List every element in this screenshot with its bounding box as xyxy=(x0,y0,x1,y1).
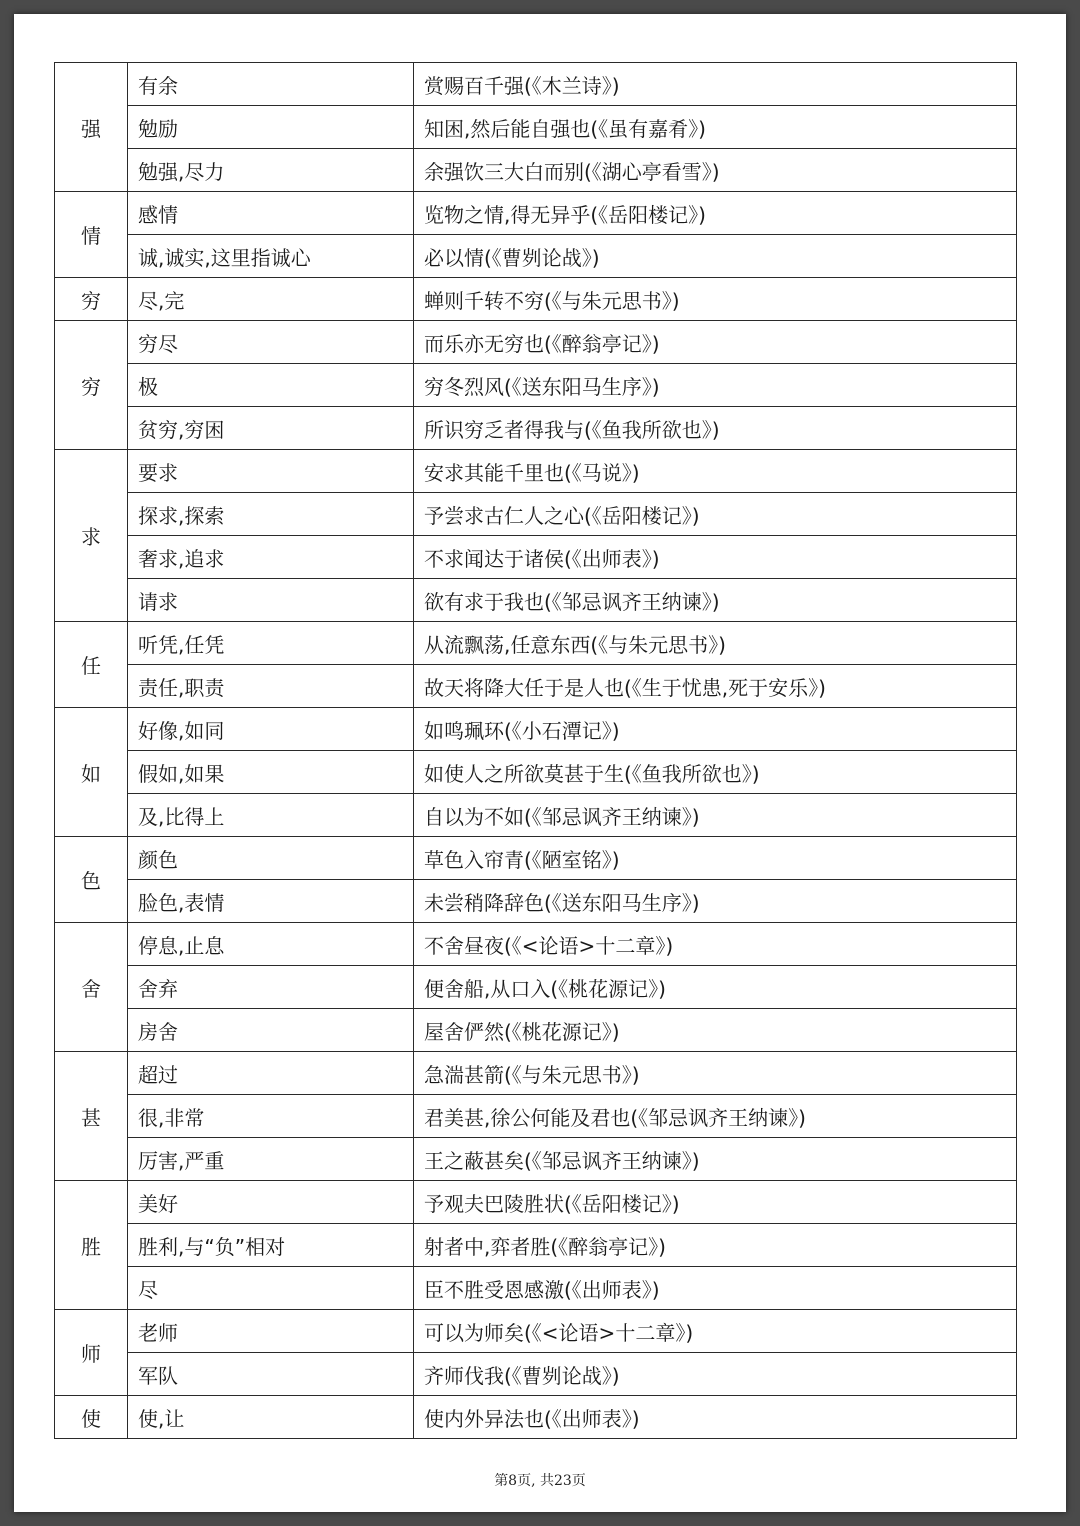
table-row xyxy=(55,708,1017,751)
meaning-cell: 老师 xyxy=(128,1310,414,1353)
table-row xyxy=(55,278,1017,321)
meaning-cell: 极 xyxy=(128,364,414,407)
table-row xyxy=(55,63,1017,106)
meaning-cell: 颜色 xyxy=(128,837,414,880)
meaning-cell: 请求 xyxy=(128,579,414,622)
example-cell: 君美甚,徐公何能及君也(《邹忌讽齐王纳谏》) xyxy=(414,1095,1017,1138)
example-cell: 齐师伐我(《曹刿论战》) xyxy=(414,1353,1017,1396)
document-page xyxy=(14,14,1066,1512)
example-cell: 余强饮三大白而别(《湖心亭看雪》) xyxy=(414,149,1017,192)
table-row xyxy=(55,966,1017,1009)
meaning-cell: 及,比得上 xyxy=(128,794,414,837)
table-row xyxy=(55,235,1017,278)
head-character: 穷 xyxy=(55,321,128,450)
example-cell: 草色入帘青(《陋室铭》) xyxy=(414,837,1017,880)
table-row xyxy=(55,1224,1017,1267)
head-character: 舍 xyxy=(55,923,128,1052)
table-row xyxy=(55,321,1017,364)
example-cell: 欲有求于我也(《邹忌讽齐王纳谏》) xyxy=(414,579,1017,622)
example-cell: 射者中,弈者胜(《醉翁亭记》) xyxy=(414,1224,1017,1267)
example-cell: 览物之情,得无异乎(《岳阳楼记》) xyxy=(414,192,1017,235)
table-row xyxy=(55,1267,1017,1310)
head-character: 情 xyxy=(55,192,128,278)
head-character: 穷 xyxy=(55,278,128,321)
table-row xyxy=(55,622,1017,665)
meaning-cell: 要求 xyxy=(128,450,414,493)
meaning-cell: 穷尽 xyxy=(128,321,414,364)
vocabulary-table xyxy=(54,62,1017,1439)
meaning-cell: 超过 xyxy=(128,1052,414,1095)
table-row xyxy=(55,751,1017,794)
example-cell: 予观夫巴陵胜状(《岳阳楼记》) xyxy=(414,1181,1017,1224)
table-row xyxy=(55,364,1017,407)
meaning-cell: 厉害,严重 xyxy=(128,1138,414,1181)
example-cell: 穷冬烈风(《送东阳马生序》) xyxy=(414,364,1017,407)
table-row xyxy=(55,880,1017,923)
table-row xyxy=(55,192,1017,235)
table-row xyxy=(55,579,1017,622)
example-cell: 所识穷乏者得我与(《鱼我所欲也》) xyxy=(414,407,1017,450)
page-footer: 第8页, 共23页 xyxy=(494,1473,586,1489)
example-cell: 臣不胜受恩感激(《出师表》) xyxy=(414,1267,1017,1310)
meaning-cell: 房舍 xyxy=(128,1009,414,1052)
example-cell: 屋舍俨然(《桃花源记》) xyxy=(414,1009,1017,1052)
table-row xyxy=(55,665,1017,708)
table-row xyxy=(55,1095,1017,1138)
example-cell: 蝉则千转不穷(《与朱元思书》) xyxy=(414,278,1017,321)
table-row xyxy=(55,794,1017,837)
meaning-cell: 好像,如同 xyxy=(128,708,414,751)
meaning-cell: 胜利,与“负”相对 xyxy=(128,1224,414,1267)
meaning-cell: 尽 xyxy=(128,1267,414,1310)
example-cell: 便舍船,从口入(《桃花源记》) xyxy=(414,966,1017,1009)
example-cell: 王之蔽甚矣(《邹忌讽齐王纳谏》) xyxy=(414,1138,1017,1181)
head-character: 甚 xyxy=(55,1052,128,1181)
meaning-cell: 美好 xyxy=(128,1181,414,1224)
head-character: 胜 xyxy=(55,1181,128,1310)
table-row xyxy=(55,493,1017,536)
meaning-cell: 勉强,尽力 xyxy=(128,149,414,192)
vocabulary-table-body xyxy=(55,63,1017,1439)
example-cell: 必以情(《曹刿论战》) xyxy=(414,235,1017,278)
example-cell: 自以为不如(《邹忌讽齐王纳谏》) xyxy=(414,794,1017,837)
meaning-cell: 有余 xyxy=(128,63,414,106)
table-row xyxy=(55,450,1017,493)
meaning-cell: 诚,诚实,这里指诚心 xyxy=(128,235,414,278)
example-cell: 如使人之所欲莫甚于生(《鱼我所欲也》) xyxy=(414,751,1017,794)
example-cell: 如鸣珮环(《小石潭记》) xyxy=(414,708,1017,751)
table-row xyxy=(55,1353,1017,1396)
example-cell: 可以为师矣(《<论语>十二章》) xyxy=(414,1310,1017,1353)
example-cell: 未尝稍降辞色(《送东阳马生序》) xyxy=(414,880,1017,923)
meaning-cell: 军队 xyxy=(128,1353,414,1396)
example-cell: 从流飘荡,任意东西(《与朱元思书》) xyxy=(414,622,1017,665)
head-character: 强 xyxy=(55,63,128,192)
meaning-cell: 停息,止息 xyxy=(128,923,414,966)
example-cell: 安求其能千里也(《马说》) xyxy=(414,450,1017,493)
table-row xyxy=(55,536,1017,579)
meaning-cell: 舍弃 xyxy=(128,966,414,1009)
example-cell: 故天将降大任于是人也(《生于忧患,死于安乐》) xyxy=(414,665,1017,708)
meaning-cell: 勉励 xyxy=(128,106,414,149)
meaning-cell: 探求,探索 xyxy=(128,493,414,536)
meaning-cell: 很,非常 xyxy=(128,1095,414,1138)
example-cell: 不舍昼夜(《<论语>十二章》) xyxy=(414,923,1017,966)
table-row xyxy=(55,1396,1017,1439)
table-row xyxy=(55,106,1017,149)
meaning-cell: 听凭,任凭 xyxy=(128,622,414,665)
table-row xyxy=(55,1009,1017,1052)
table-row xyxy=(55,1138,1017,1181)
meaning-cell: 尽,完 xyxy=(128,278,414,321)
table-row xyxy=(55,1310,1017,1353)
meaning-cell: 假如,如果 xyxy=(128,751,414,794)
head-character: 求 xyxy=(55,450,128,622)
example-cell: 赏赐百千强(《木兰诗》) xyxy=(414,63,1017,106)
table-row xyxy=(55,1181,1017,1224)
head-character: 师 xyxy=(55,1310,128,1396)
meaning-cell: 奢求,追求 xyxy=(128,536,414,579)
head-character: 任 xyxy=(55,622,128,708)
table-row xyxy=(55,837,1017,880)
meaning-cell: 脸色,表情 xyxy=(128,880,414,923)
table-row xyxy=(55,923,1017,966)
example-cell: 知困,然后能自强也(《虽有嘉肴》) xyxy=(414,106,1017,149)
meaning-cell: 责任,职责 xyxy=(128,665,414,708)
example-cell: 予尝求古仁人之心(《岳阳楼记》) xyxy=(414,493,1017,536)
table-row xyxy=(55,149,1017,192)
example-cell: 不求闻达于诸侯(《出师表》) xyxy=(414,536,1017,579)
meaning-cell: 贫穷,穷困 xyxy=(128,407,414,450)
meaning-cell: 感情 xyxy=(128,192,414,235)
meaning-cell: 使,让 xyxy=(128,1396,414,1439)
head-character: 使 xyxy=(55,1396,128,1439)
example-cell: 使内外异法也(《出师表》) xyxy=(414,1396,1017,1439)
table-row xyxy=(55,407,1017,450)
table-row xyxy=(55,1052,1017,1095)
example-cell: 急湍甚箭(《与朱元思书》) xyxy=(414,1052,1017,1095)
head-character: 如 xyxy=(55,708,128,837)
head-character: 色 xyxy=(55,837,128,923)
example-cell: 而乐亦无穷也(《醉翁亭记》) xyxy=(414,321,1017,364)
